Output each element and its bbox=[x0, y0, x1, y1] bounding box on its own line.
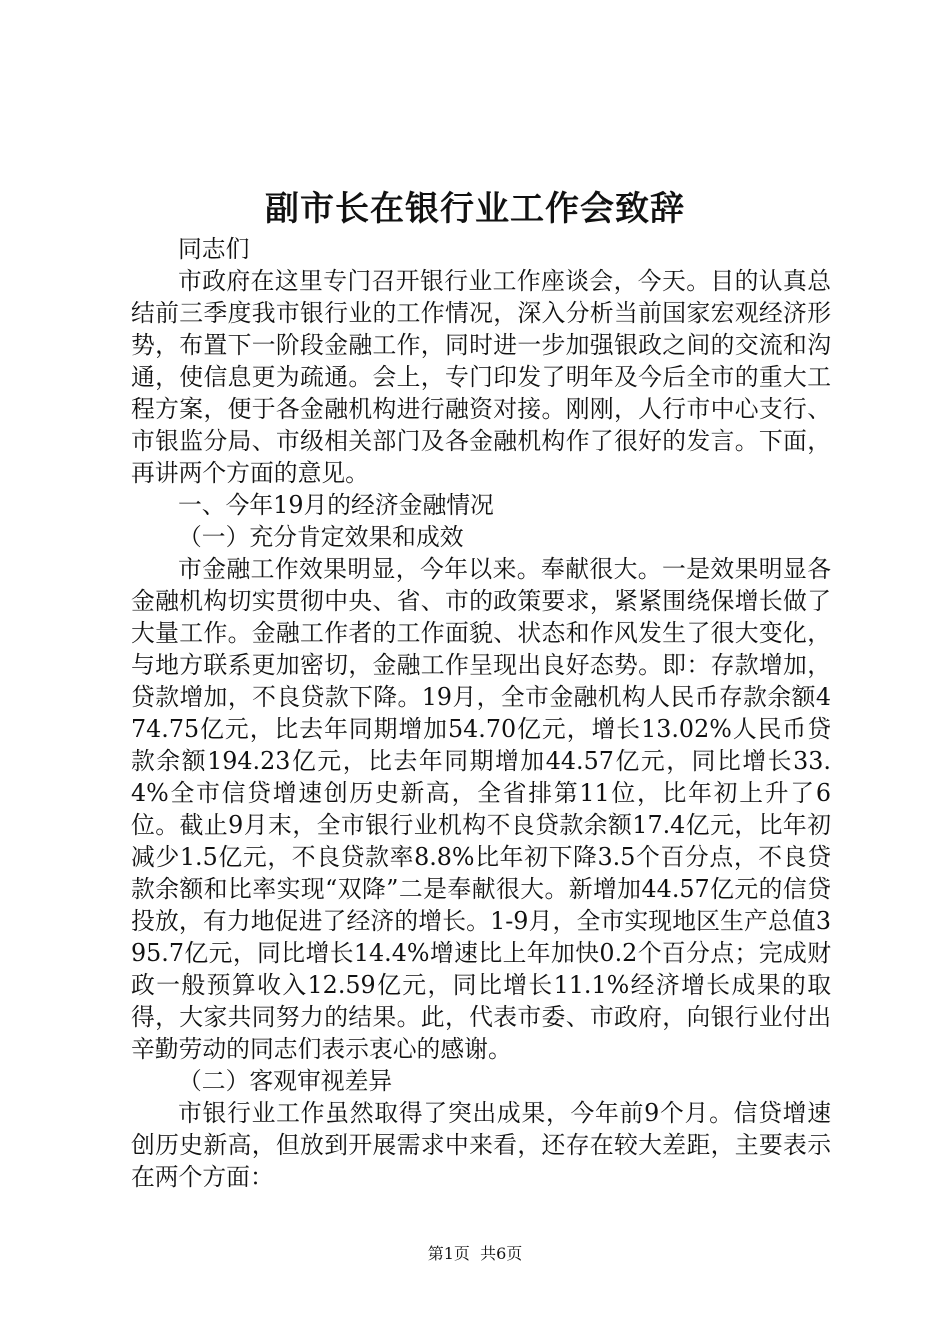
paragraph-intro: 市政府在这里专门召开银行业工作座谈会，今天。目的认真总结前三季度我市银行业的工作情况，深入分析当前国家宏观经济形势，布置下一阶段金融工作，同时进一步加强银政之间的交流和沟通，使信息更为疏通。会上，专门印发了明年及今后全市的重大工程方案，便于各金融机构进行融资对接。刚刚，人行市中心支行、市银监分局、市级相关部门及各金融机构作了很好的发言。下面，再讲两个方面的意见。 bbox=[131, 267, 831, 487]
salutation: 同志们 bbox=[178, 235, 250, 263]
page-footer bbox=[0, 1243, 950, 1265]
subsection-heading-2: （二）客观审视差异 bbox=[178, 1067, 393, 1095]
document-title: 副市长在银行业工作会致辞 bbox=[265, 189, 685, 229]
paragraph-gaps: 市银行业工作虽然取得了突出成果，今年前9个月。信贷增速创历史新高，但放到开展需求中来看，还存在较大差距，主要表示在两个方面： bbox=[131, 1099, 831, 1191]
page-total: 共6页 bbox=[480, 1244, 523, 1263]
subsection-heading-1: （一）充分肯定效果和成效 bbox=[178, 523, 464, 551]
paragraph-achievements: 市金融工作效果明显，今年以来。奉献很大。一是效果明显各金融机构切实贯彻中央、省、市的政策要求，紧紧围绕保增长做了大量工作。金融工作者的工作面貌、状态和作风发生了很大变化，与地方联系更加密切，金融工作呈现出良好态势。即：存款增加，贷款增加，不良贷款下降。19月，全市金融机构人民币存款余额474.75亿元，比去年同期增加54.70亿元，增长13.02%人民币贷款余额194.23亿元，比去年同期增加44.57亿元，同比增长33.4%全市信贷增速创历史新高，全省排第11位，比年初上升了6位。截止9月末，全市银行业机构不良贷款余额17.4亿元，比年初减少1.5亿元，不良贷款率8.8%比年初下降3.5个百分点，不良贷款余额和比率实现“双降”二是奉献很大。新增加44.57亿元的信贷投放，有力地促进了经济的增长。1-9月，全市实现地区生产总值395.7亿元，同比增长14.4%增速比上年加快0.2个百分点；完成财政一般预算收入12.59亿元，同比增长11.1%经济增长成果的取得，大家共同努力的结果。此，代表市委、市政府，向银行业付出辛勤劳动的同志们表示衷心的感谢。 bbox=[131, 555, 831, 1063]
page-number: 第1页 bbox=[427, 1244, 470, 1263]
document-body bbox=[131, 233, 831, 1193]
section-heading-1: 一、今年19月的经济金融情况 bbox=[178, 491, 494, 519]
